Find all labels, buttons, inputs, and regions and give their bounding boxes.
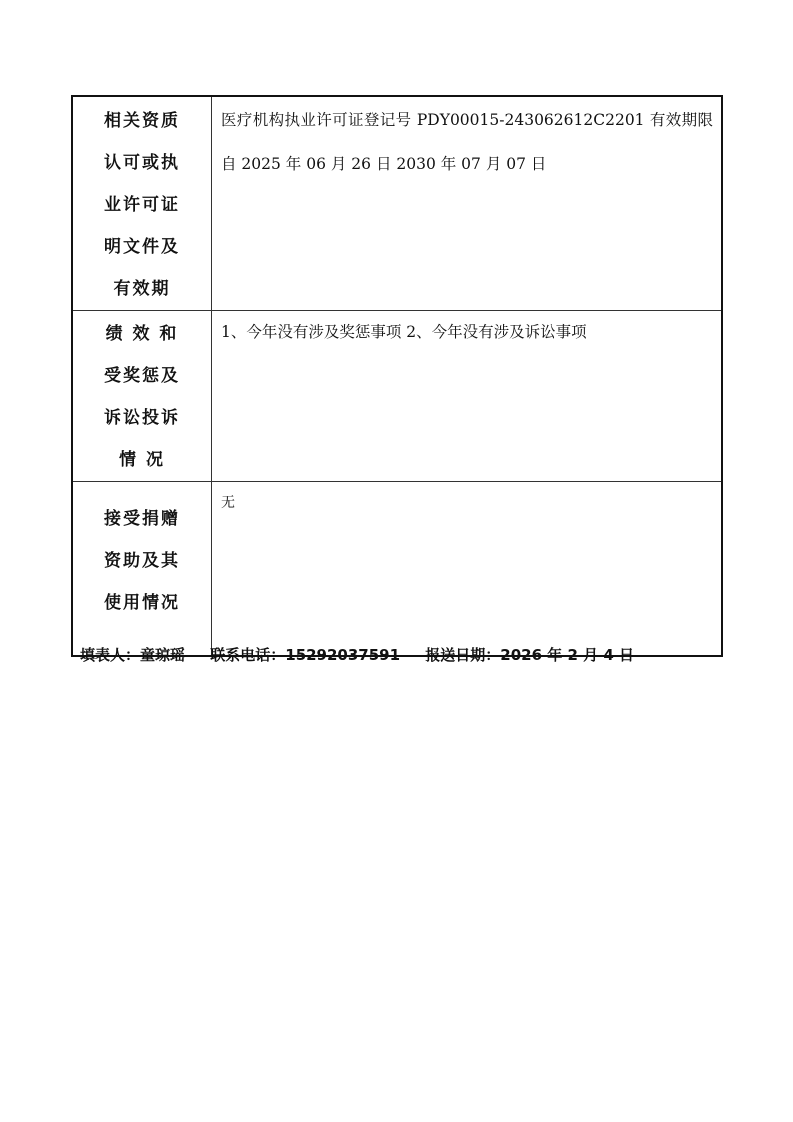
label-line: 资助及其 (104, 551, 180, 571)
label-line: 接受捐赠 (104, 509, 180, 529)
info-table (71, 95, 723, 657)
report-date: 报送日期：2026 年 2 月 4 日 (425, 646, 635, 664)
filler-name: 填表人：童琼瑶 (80, 646, 186, 664)
qualification-label (72, 96, 212, 311)
contact-phone: 联系电话：15292037591 (210, 646, 401, 664)
performance-text: 1、今年没有涉及奖惩事项 2、今年没有涉及诉讼事项 (221, 323, 587, 341)
label-line: 明文件及 (104, 237, 180, 257)
donation-row (72, 482, 722, 657)
label-line: 有效期 (113, 279, 171, 299)
performance-content (212, 311, 723, 482)
label-line: 使用情况 (104, 593, 180, 613)
label-line: 受奖惩及 (104, 366, 180, 386)
form-footer (80, 641, 634, 669)
label-line: 情 况 (119, 450, 165, 470)
label-line: 诉讼投诉 (104, 408, 180, 428)
performance-label (72, 311, 212, 482)
label-line: 相关资质 (104, 111, 180, 131)
performance-row (72, 311, 722, 482)
qualification-row (72, 96, 722, 311)
donation-label (72, 482, 212, 657)
label-line: 绩 效 和 (105, 324, 179, 344)
label-line: 认可或执 (104, 153, 180, 173)
donation-content (212, 482, 723, 657)
label-line: 业许可证 (104, 195, 180, 215)
donation-text: 无 (221, 495, 235, 511)
qualification-content (212, 96, 723, 311)
qualification-text: 医疗机构执业许可证登记号 PDY00015-243062612C2201 有效期限自 2025 年 06 月 26 日 2030 年 07 月 07 日 (221, 111, 713, 173)
